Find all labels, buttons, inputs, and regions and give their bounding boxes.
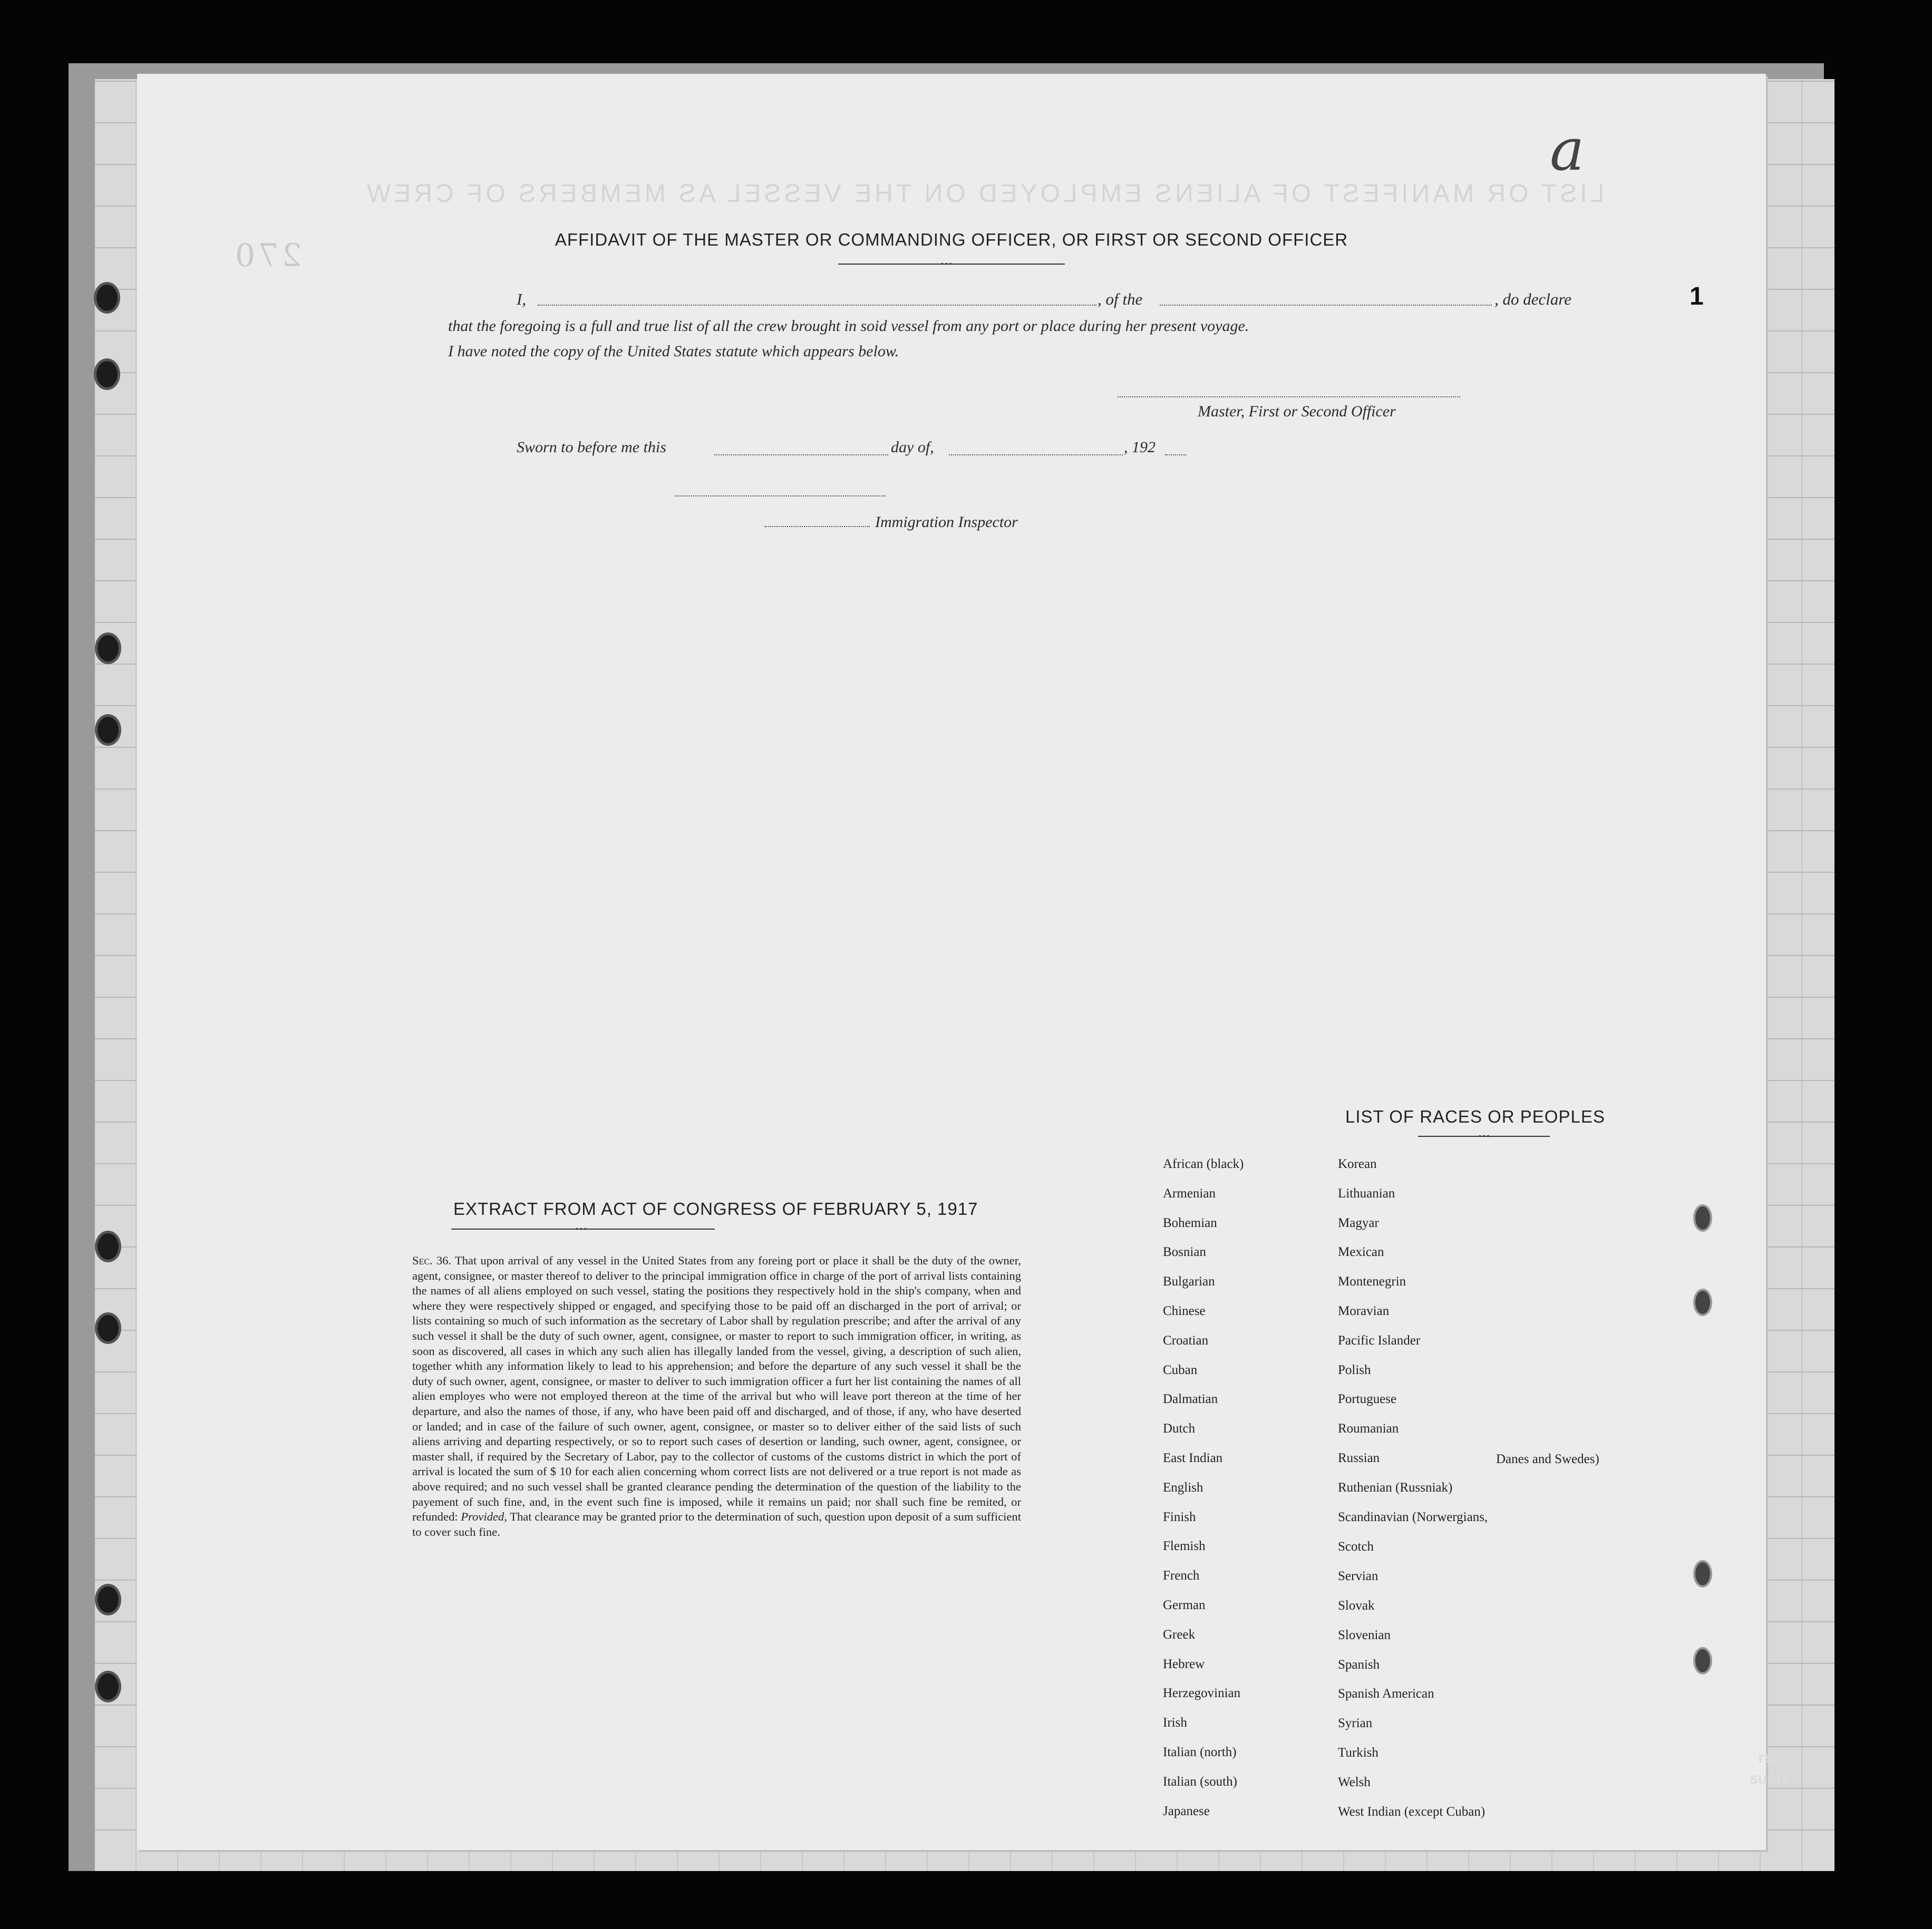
- race-item: English: [1163, 1480, 1203, 1495]
- binder-hole: [95, 1671, 121, 1702]
- race-item: Dutch: [1163, 1421, 1196, 1436]
- race-item: Pacific Islander: [1338, 1333, 1421, 1348]
- race-item: Scotch: [1338, 1540, 1374, 1554]
- bleed-through-number: 270: [232, 237, 302, 274]
- section-36-text: [412, 1253, 1021, 1540]
- race-item: Armenian: [1163, 1186, 1216, 1201]
- races-rule-dots: •••: [1479, 1132, 1491, 1140]
- edge-fragment-1: rs.: [1758, 1749, 1778, 1766]
- section-body: That upon arrival of any vessel in the United States from any foreing port or place it shall be the duty of the owner, agent, consignee, or master thereof to deliver to the principal immigration office in charge of the port of arrival lists containing the names of all aliens employed on such vessel, stating the positions they respectively hold in the ship's company, when and where they were respectively shipped or engaged, and specifying those to be paid off an discharged in the port of arrival; or lists containing so much of such information as the secretary of Labor shall by regulation prescribe; and after the arrival of any such vessel it shall be the duty of such owner, agent, consignee, or master to report to such immigration officer, in writing, as soon as discovered, all cases in which any such alien has illegally landed from the vessel, giving, a description of such alien, together whith any information likely to lead to his apprehension; and before the departure of any such vessel it shall be the duty of such owner, agent, consignee, or master to deliver to such immigration officer a furt her list containing the names of all alien employes who were not employed thereon at the time of the arrival but who will leave port thereon at the time of her departure, and also the names of those, if any, who have been paid off and discharged, and of those, if any, who have deserted or landed; and in case of the failure of such owner, agent, consignee, or master so to deliver either of the said lists of such aliens arriving and departing respectively, or so to report such cases of desertion or landing, such owner, agent, consignee, or master shall, if required by the Secretary of Labor, pay to the collector of customs of the customs district in which the port of arrival is located the sum of $ 10 for each alien concerning whom correct lists are not delivered or a true report is not made as above required; and no such vessel shall be granted clearance pending the determination of the question of the liability to the payement of such fine, and, in the event such fine is imposed, while it remains un paid; nor shall such fine be remited, or refunded:: [412, 1254, 1021, 1524]
- declarant-prefix: I,: [517, 290, 527, 308]
- race-item: Chinese: [1163, 1304, 1206, 1318]
- races-title: LIST OF RACES OR PEOPLES: [1345, 1107, 1605, 1126]
- race-item: Dalmatian: [1163, 1392, 1218, 1407]
- race-item: Irish: [1163, 1716, 1187, 1730]
- declare-label: , do declare: [1494, 290, 1572, 308]
- race-item: Bulgarian: [1163, 1274, 1215, 1289]
- race-item: Herzegovinian: [1163, 1686, 1241, 1701]
- inspector-signature-line-1[interactable]: [675, 495, 886, 496]
- extract-title: EXTRACT FROM ACT OF CONGRESS OF FEBRUARY 5, 1917: [453, 1199, 978, 1219]
- race-item: Welsh: [1338, 1775, 1371, 1789]
- binder-hole: [1693, 1647, 1712, 1674]
- binder-hole: [94, 358, 120, 390]
- extract-rule-dots: •••: [576, 1224, 588, 1233]
- declaration-line-2: that the foregoing is a full and true list of all the crew brought in soid vessel from any port or place during her present voyage.: [448, 317, 1249, 335]
- provided-word: Provided,: [461, 1510, 507, 1524]
- race-item: Ruthenian (Russniak): [1338, 1480, 1453, 1495]
- race-item: African (black): [1163, 1157, 1244, 1171]
- title-rule-dots: •••: [941, 259, 954, 268]
- race-item: Bosnian: [1163, 1245, 1206, 1260]
- race-item: Syrian: [1338, 1716, 1373, 1731]
- binder-hole: [95, 1231, 121, 1262]
- of-the-label: , of the: [1098, 290, 1143, 308]
- race-item: Mexican: [1338, 1245, 1384, 1260]
- race-item: Italian (north): [1163, 1745, 1237, 1759]
- race-item: Finish: [1163, 1509, 1196, 1524]
- edge-fragment-2: such: [1749, 1770, 1787, 1787]
- race-item: Spanish American: [1338, 1687, 1434, 1701]
- binder-hole: [95, 1584, 121, 1615]
- race-item: Flemish: [1163, 1539, 1206, 1554]
- race-item: Spanish: [1338, 1657, 1380, 1672]
- handwritten-page-mark: a: [1550, 116, 1585, 183]
- inspector-signature-line-2[interactable]: [764, 526, 870, 527]
- binder-hole: [1693, 1560, 1712, 1587]
- race-item: Bohemian: [1163, 1215, 1217, 1230]
- binder-hole: [1693, 1204, 1712, 1232]
- affidavit-page: [137, 74, 1766, 1850]
- race-item: Roumanian: [1338, 1421, 1399, 1436]
- race-item: Polish: [1338, 1362, 1371, 1377]
- master-signature-label: Master, First or Second Officer: [1198, 403, 1396, 420]
- race-item: Russian: [1338, 1451, 1380, 1465]
- scandinavian-continuation: Danes and Swedes): [1496, 1452, 1599, 1466]
- race-item: West Indian (except Cuban): [1338, 1804, 1486, 1819]
- race-item: East Indian: [1163, 1451, 1223, 1465]
- section-label: Sec. 36.: [412, 1254, 452, 1267]
- race-item: Scandinavian (Norwergians,: [1338, 1509, 1488, 1524]
- race-item: Turkish: [1338, 1746, 1378, 1760]
- bleed-through-title: LIST OR MANIFEST OF ALIENS EMPLOYED ON THE VESSEL AS MEMBERS OF CREW: [364, 180, 1605, 208]
- declaration-line-3: I have noted the copy of the United States statute which appears below.: [448, 343, 899, 360]
- master-signature-line[interactable]: [1118, 396, 1460, 397]
- race-item: Korean: [1338, 1157, 1377, 1171]
- race-item: Italian (south): [1163, 1774, 1237, 1789]
- binder-hole: [1693, 1289, 1712, 1316]
- race-item: Cuban: [1163, 1362, 1198, 1377]
- race-item: Moravian: [1338, 1304, 1390, 1318]
- year-field[interactable]: [1165, 454, 1186, 455]
- declarant-name-field[interactable]: [538, 305, 1096, 306]
- race-item: Portuguese: [1338, 1392, 1397, 1407]
- vessel-name-field[interactable]: [1160, 305, 1492, 306]
- binder-hole: [95, 632, 121, 664]
- race-item: Hebrew: [1163, 1657, 1205, 1671]
- sworn-day-field[interactable]: [714, 454, 888, 455]
- binder-hole: [95, 714, 121, 746]
- race-item: Croatian: [1163, 1333, 1209, 1348]
- page-corner-mark: 1: [1690, 282, 1704, 310]
- day-of-label: day of,: [891, 439, 934, 456]
- section-body-end: That clearance may be granted prior to the determination of such, question upon deposit of a sum sufficient to cover such fine.: [412, 1510, 1021, 1538]
- race-item: Japanese: [1163, 1804, 1210, 1818]
- race-item: Montenegrin: [1338, 1274, 1406, 1289]
- race-item: Greek: [1163, 1627, 1196, 1642]
- race-item: Servian: [1338, 1569, 1378, 1584]
- affidavit-title: AFFIDAVIT OF THE MASTER OR COMMANDING OFFICER, OR FIRST OR SECOND OFFICER: [555, 230, 1348, 249]
- race-item: Magyar: [1338, 1215, 1379, 1230]
- sworn-month-field[interactable]: [949, 454, 1123, 455]
- year-label: , 192: [1124, 439, 1156, 456]
- race-item: Slovak: [1338, 1599, 1375, 1613]
- race-item: Slovenian: [1338, 1628, 1391, 1642]
- race-item: German: [1163, 1598, 1206, 1612]
- sworn-label: Sworn to before me this: [517, 439, 666, 456]
- race-item: French: [1163, 1568, 1200, 1583]
- race-item: Lithuanian: [1338, 1186, 1395, 1201]
- binder-hole: [95, 1312, 121, 1344]
- inspector-label: Immigration Inspector: [875, 513, 1018, 531]
- binder-hole: [94, 282, 120, 314]
